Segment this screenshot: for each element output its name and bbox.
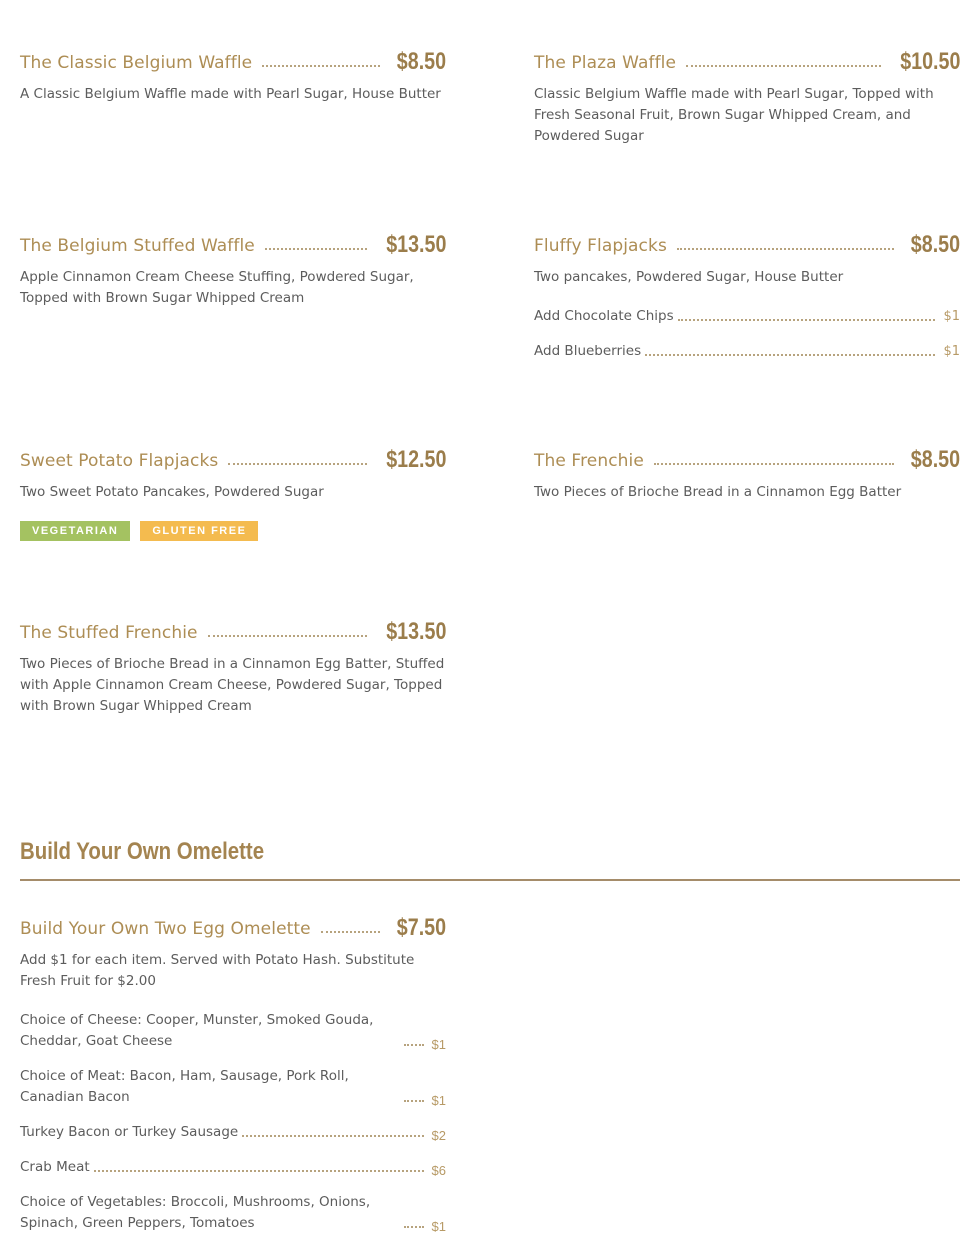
leader-dots [228, 463, 366, 465]
item-name: The Frenchie [534, 451, 644, 471]
option-price: $1 [431, 1219, 446, 1234]
leader-dots [242, 1135, 423, 1137]
leader-dots [678, 319, 936, 321]
dietary-tags [20, 521, 446, 541]
item-price: $8.50 [910, 231, 960, 258]
leader-dots [404, 1226, 424, 1228]
item-name: Fluffy Flapjacks [534, 236, 667, 256]
menu-item-plaza-waffle [534, 38, 960, 147]
leader-dots [208, 635, 367, 637]
vegetarian-badge: VEGETARIAN [20, 521, 130, 541]
addon-row [534, 341, 960, 362]
option-price: $1 [431, 1037, 446, 1052]
menu-item-classic-waffle [20, 38, 446, 105]
section-title: Build Your Own Omelette [20, 838, 265, 865]
item-description: Two Pieces of Brioche Bread in a Cinnamon Egg Batter, Stuffed with Apple Cinnamon Cream Cheese, Powdered Sugar, Topped with Brown Sugar Whipped Cream [20, 656, 445, 714]
menu-item-omelette [20, 904, 446, 1234]
item-price: $7.50 [396, 914, 446, 941]
leader-dots [686, 65, 881, 67]
omelette-option [20, 1122, 446, 1143]
option-label: Choice of Cheese: Cooper, Munster, Smoked Gouda, Cheddar, Goat Cheese [20, 1012, 374, 1049]
menu-item-stuffed-waffle [20, 221, 446, 309]
item-name: The Plaza Waffle [534, 53, 677, 73]
section-divider [20, 879, 960, 881]
leader-dots [265, 248, 367, 250]
addon-price: $1 [943, 309, 960, 324]
menu-item-frenchie [534, 436, 960, 503]
option-price: $2 [431, 1128, 446, 1143]
item-description: Two Pieces of Brioche Bread in a Cinnamon Egg Batter [534, 484, 902, 500]
option-label: Turkey Bacon or Turkey Sausage [20, 1124, 239, 1140]
item-description: Two Sweet Potato Pancakes, Powdered Sugar [20, 484, 324, 500]
gluten-free-badge: GLUTEN FREE [140, 521, 258, 541]
item-price: $10.50 [899, 48, 960, 75]
leader-dots [404, 1044, 424, 1046]
addon-row [534, 306, 960, 327]
item-name: The Stuffed Frenchie [20, 623, 198, 643]
option-label: Choice of Vegetables: Broccoli, Mushrooms, Onions, Spinach, Green Peppers, Tomatoes [20, 1194, 371, 1231]
leader-dots [321, 931, 380, 933]
option-price: $6 [431, 1163, 446, 1178]
menu-item-sweet-potato-flapjacks [20, 436, 446, 541]
item-description: Two pancakes, Powdered Sugar, House Butter [534, 269, 844, 285]
item-description: Classic Belgium Waffle made with Pearl Sugar, Topped with Fresh Seasonal Fruit, Brown Sugar Whipped Cream, and Powdered Sugar [534, 86, 934, 144]
leader-dots [404, 1100, 424, 1102]
omelette-option [20, 1157, 446, 1178]
option-label: Crab Meat [20, 1159, 90, 1175]
leader-dots [677, 248, 894, 250]
addon-label: Add Chocolate Chips [534, 308, 674, 324]
omelette-option [20, 1192, 446, 1234]
item-price: $13.50 [385, 231, 446, 258]
omelette-option [20, 1010, 446, 1052]
leader-dots [645, 354, 935, 356]
menu-item-fluffy-flapjacks [534, 221, 960, 362]
item-price: $8.50 [910, 446, 960, 473]
option-label: Choice of Meat: Bacon, Ham, Sausage, Pork Roll, Canadian Bacon [20, 1068, 349, 1105]
addon-label: Add Blueberries [534, 343, 642, 359]
item-name: The Classic Belgium Waffle [20, 53, 253, 73]
item-name: Sweet Potato Flapjacks [20, 451, 219, 471]
item-price: $13.50 [385, 618, 446, 645]
leader-dots [654, 463, 894, 465]
item-description: Add $1 for each item. Served with Potato Hash. Substitute Fresh Fruit for $2.00 [20, 952, 415, 989]
item-name: Build Your Own Two Egg Omelette [20, 919, 311, 939]
item-price: $12.50 [385, 446, 446, 473]
item-name: The Belgium Stuffed Waffle [20, 236, 255, 256]
item-description: A Classic Belgium Waffle made with Pearl Sugar, House Butter [20, 86, 441, 102]
leader-dots [94, 1170, 424, 1172]
omelette-option [20, 1066, 446, 1108]
leader-dots [262, 65, 380, 67]
item-description: Apple Cinnamon Cream Cheese Stuffing, Powdered Sugar, Topped with Brown Sugar Whipped Cream [20, 269, 414, 306]
item-price: $8.50 [396, 48, 446, 75]
addon-price: $1 [943, 344, 960, 359]
menu-item-stuffed-frenchie [20, 608, 446, 717]
option-price: $1 [431, 1093, 446, 1108]
